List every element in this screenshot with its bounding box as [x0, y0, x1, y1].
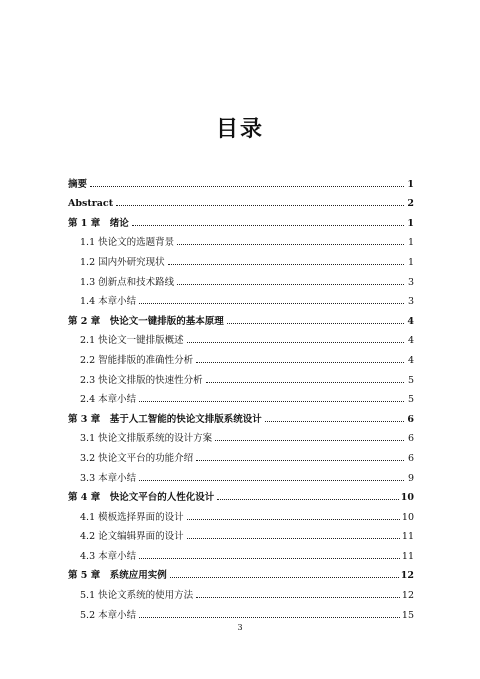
- toc-section-entry[interactable]: [68, 346, 414, 366]
- toc-section-entry[interactable]: [68, 327, 414, 347]
- toc-entry-label: 5.2 本章小结: [80, 609, 137, 621]
- toc-entry-page: 10: [400, 492, 414, 504]
- toc-entry-label: 2.1 快论文一键排版概述: [80, 335, 184, 347]
- toc-section-entry[interactable]: [68, 288, 414, 308]
- toc-entry-page: 1: [407, 237, 414, 249]
- toc-entry-label: 4.2 论文编辑界面的设计: [80, 531, 184, 543]
- dot-leader: [187, 518, 400, 520]
- toc-entry-page: 4: [407, 315, 414, 327]
- toc-entry-page: 1: [407, 217, 414, 229]
- toc-chapter-entry[interactable]: [68, 562, 414, 582]
- dot-leader: [187, 341, 404, 343]
- toc-entry-label: 4.3 本章小结: [80, 550, 137, 562]
- page-title: 目录: [215, 116, 264, 142]
- toc-chapter-entry[interactable]: [68, 170, 414, 190]
- page-number: 3: [237, 623, 243, 632]
- dot-leader: [196, 459, 404, 461]
- toc-entry-page: 6: [407, 452, 414, 464]
- toc-entry-label: 2.2 智能排版的准确性分析: [80, 354, 194, 366]
- toc-entry-page: 10: [401, 511, 414, 523]
- toc-entry-label: 1.2 国内外研究现状: [80, 256, 165, 268]
- dot-leader: [206, 381, 404, 383]
- toc-entry-page: 6: [407, 413, 414, 425]
- toc-entry-page: 5: [407, 394, 414, 406]
- toc-entry-label: 1.4 本章小结: [80, 296, 137, 308]
- toc-entry-label: 第 3 章 基于人工智能的快论文排版系统设计: [68, 413, 262, 425]
- toc-section-entry[interactable]: [68, 425, 414, 445]
- toc-entry-label: 4.1 模板选择界面的设计: [80, 511, 184, 523]
- toc-entry-label: 5.1 快论文系统的使用方法: [80, 590, 194, 602]
- toc-entry-page: 3: [407, 296, 414, 308]
- toc-entry-label: 第 1 章 绪论: [68, 217, 129, 229]
- toc-chapter-entry[interactable]: [68, 190, 414, 210]
- toc-entry-label: 第 4 章 快论文平台的人性化设计: [68, 492, 215, 504]
- toc-entry-label: 第 2 章 快论文一键排版的基本原理: [68, 315, 224, 327]
- toc-entry-page: 9: [407, 472, 414, 484]
- toc-section-entry[interactable]: [68, 581, 414, 601]
- toc-section-entry[interactable]: [68, 444, 414, 464]
- dot-leader: [265, 420, 404, 422]
- toc-entry-label: 1.3 创新点和技术路线: [80, 276, 175, 288]
- toc-entry-label: 3.3 本章小结: [80, 472, 137, 484]
- toc-entry-page: 3: [407, 276, 414, 288]
- toc-entry-page: 5: [407, 374, 414, 386]
- dot-leader: [196, 596, 400, 598]
- toc-section-entry[interactable]: [68, 229, 414, 249]
- toc-section-entry[interactable]: [68, 503, 414, 523]
- toc-entry-label: 第 5 章 系统应用实例: [68, 570, 167, 582]
- dot-leader: [139, 557, 400, 559]
- dot-leader: [139, 400, 404, 402]
- toc-entry-page: 11: [401, 531, 414, 543]
- toc-section-entry[interactable]: [68, 268, 414, 288]
- dot-leader: [139, 616, 400, 618]
- toc-section-entry[interactable]: [68, 542, 414, 562]
- toc-entry-page: 1: [407, 178, 414, 190]
- toc-chapter-entry[interactable]: [68, 405, 414, 425]
- toc-chapter-entry[interactable]: [68, 209, 414, 229]
- toc-chapter-entry[interactable]: [68, 484, 414, 504]
- toc-entry-label: 2.3 快论文排版的快速性分析: [80, 374, 203, 386]
- toc-entry-label: 2.4 本章小结: [80, 394, 137, 406]
- dot-leader: [116, 204, 404, 206]
- toc-entry-page: 4: [407, 354, 414, 366]
- toc-entry-page: 12: [400, 570, 414, 582]
- dot-leader: [139, 479, 404, 481]
- dot-leader: [170, 576, 399, 578]
- dot-leader: [217, 498, 399, 500]
- dot-leader: [90, 185, 404, 187]
- toc-entry-label: 1.1 快论文的选题背景: [80, 237, 175, 249]
- toc-section-entry[interactable]: [68, 248, 414, 268]
- toc-section-entry[interactable]: [68, 523, 414, 543]
- dot-leader: [215, 439, 404, 441]
- toc-entry-page: 6: [407, 433, 414, 445]
- toc-entry-page: 11: [401, 550, 414, 562]
- toc-section-entry[interactable]: [68, 464, 414, 484]
- dot-leader: [227, 322, 404, 324]
- toc-entry-label: 3.2 快论文平台的功能介绍: [80, 452, 194, 464]
- toc-entry-label: 3.1 快论文排版系统的设计方案: [80, 433, 213, 445]
- dot-leader: [177, 243, 404, 245]
- toc-entry-page: 12: [401, 590, 414, 602]
- toc-entry-page: 15: [401, 609, 414, 621]
- dot-leader: [139, 302, 404, 304]
- toc-section-entry[interactable]: [68, 386, 414, 406]
- toc-chapter-entry[interactable]: [68, 307, 414, 327]
- toc-entry-label: 摘要: [68, 178, 88, 190]
- table-of-contents: [68, 170, 414, 621]
- dot-leader: [177, 283, 404, 285]
- toc-section-entry[interactable]: [68, 601, 414, 621]
- dot-leader: [168, 263, 404, 265]
- toc-entry-page: 1: [407, 256, 414, 268]
- toc-entry-label: Abstract: [68, 198, 114, 210]
- dot-leader: [187, 537, 400, 539]
- toc-entry-page: 4: [407, 335, 414, 347]
- dot-leader: [196, 361, 404, 363]
- toc-section-entry[interactable]: [68, 366, 414, 386]
- dot-leader: [132, 224, 404, 226]
- toc-entry-page: 2: [407, 198, 414, 210]
